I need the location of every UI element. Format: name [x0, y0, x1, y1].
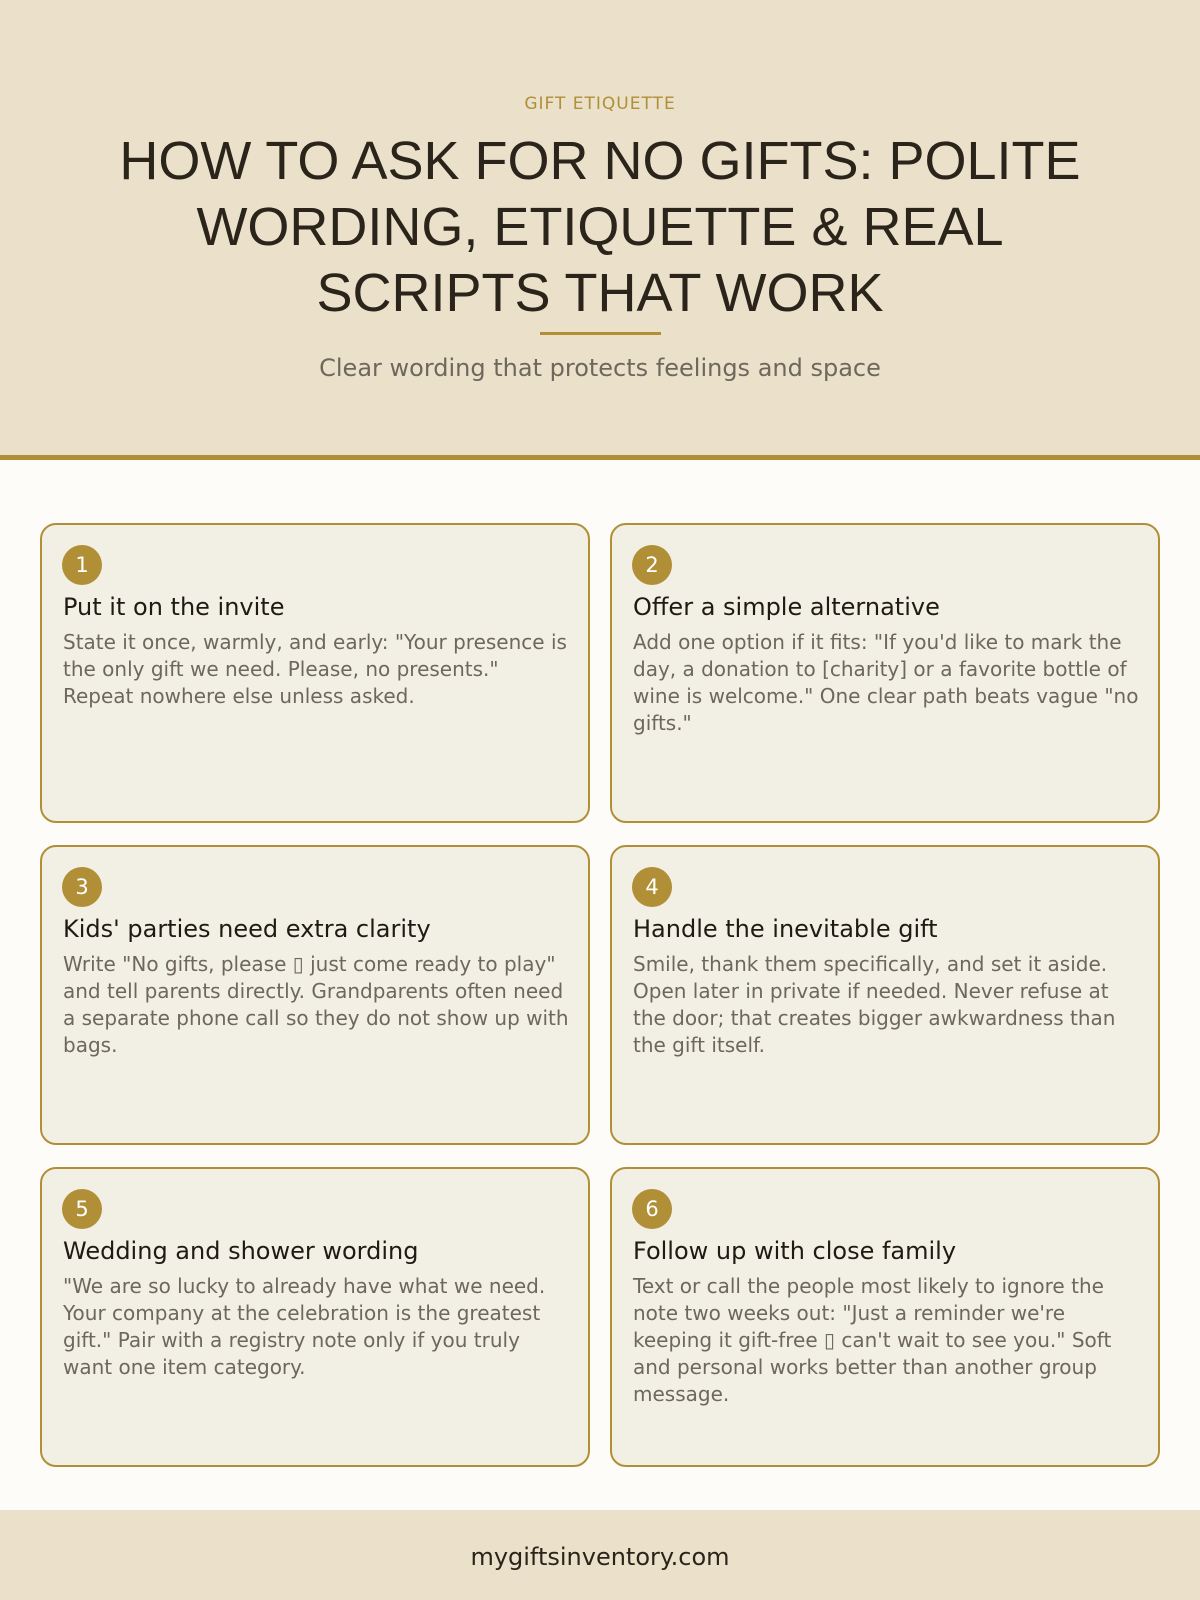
tip-title: Put it on the invite [63, 593, 285, 621]
tip-title: Handle the inevitable gift [633, 915, 938, 943]
page-subtitle: Clear wording that protects feelings and space [319, 354, 881, 382]
tip-card-4 [610, 845, 1160, 1145]
tip-text: State it once, warmly, and early: "Your presence is the only gift we need. Please, no presents." Repeat nowhere else unless asked. [63, 630, 567, 708]
page-footer [0, 1510, 1200, 1600]
page-title: HOW TO ASK FOR NO GIFTS: POLITE WORDING, ETIQUETTE & REAL SCRIPTS THAT WORK [119, 131, 1081, 323]
step-number-badge: 4 [632, 867, 672, 907]
step-number-badge: 1 [62, 545, 102, 585]
tip-title: Offer a simple alternative [633, 593, 940, 621]
tip-title: Kids' parties need extra clarity [63, 915, 431, 943]
tip-card-6 [610, 1167, 1160, 1467]
tip-title: Wedding and shower wording [63, 1237, 419, 1265]
title-divider [540, 332, 661, 335]
tip-text: Add one option if it fits: "If you'd like to mark the day, a donation to [charity] or a favorite bottle of wine is welcome." One clear path beats vague "no gifts." [633, 630, 1139, 735]
step-number-badge: 6 [632, 1189, 672, 1229]
tip-card-5 [40, 1167, 590, 1467]
step-number-badge: 3 [62, 867, 102, 907]
tip-title: Follow up with close family [633, 1237, 957, 1265]
site-url: mygiftsinventory.com [470, 1543, 730, 1571]
tip-card-3 [40, 845, 590, 1145]
tip-text: Text or call the people most likely to ignore the note two weeks out: "Just a reminder we're keeping it gift-free ▯ can't wait to see you." Soft and personal works better than another group message. [633, 1274, 1112, 1406]
tip-card-2 [610, 523, 1160, 823]
step-number-badge: 5 [62, 1189, 102, 1229]
step-number-badge: 2 [632, 545, 672, 585]
category-eyebrow: GIFT ETIQUETTE [524, 94, 676, 114]
tip-text: Write "No gifts, please ▯ just come ready to play" and tell parents directly. Grandparents often need a separate phone call so they do not show up with bags. [63, 952, 569, 1057]
page-header [0, 0, 1200, 460]
tip-card-1 [40, 523, 590, 823]
tip-text: "We are so lucky to already have what we need. Your company at the celebration is the greatest gift." Pair with a registry note only if you truly want one item category. [63, 1274, 546, 1379]
tip-text: Smile, thank them specifically, and set it aside. Open later in private if needed. Never refuse at the door; that creates bigger awkwardness than the gift itself. [633, 952, 1116, 1057]
